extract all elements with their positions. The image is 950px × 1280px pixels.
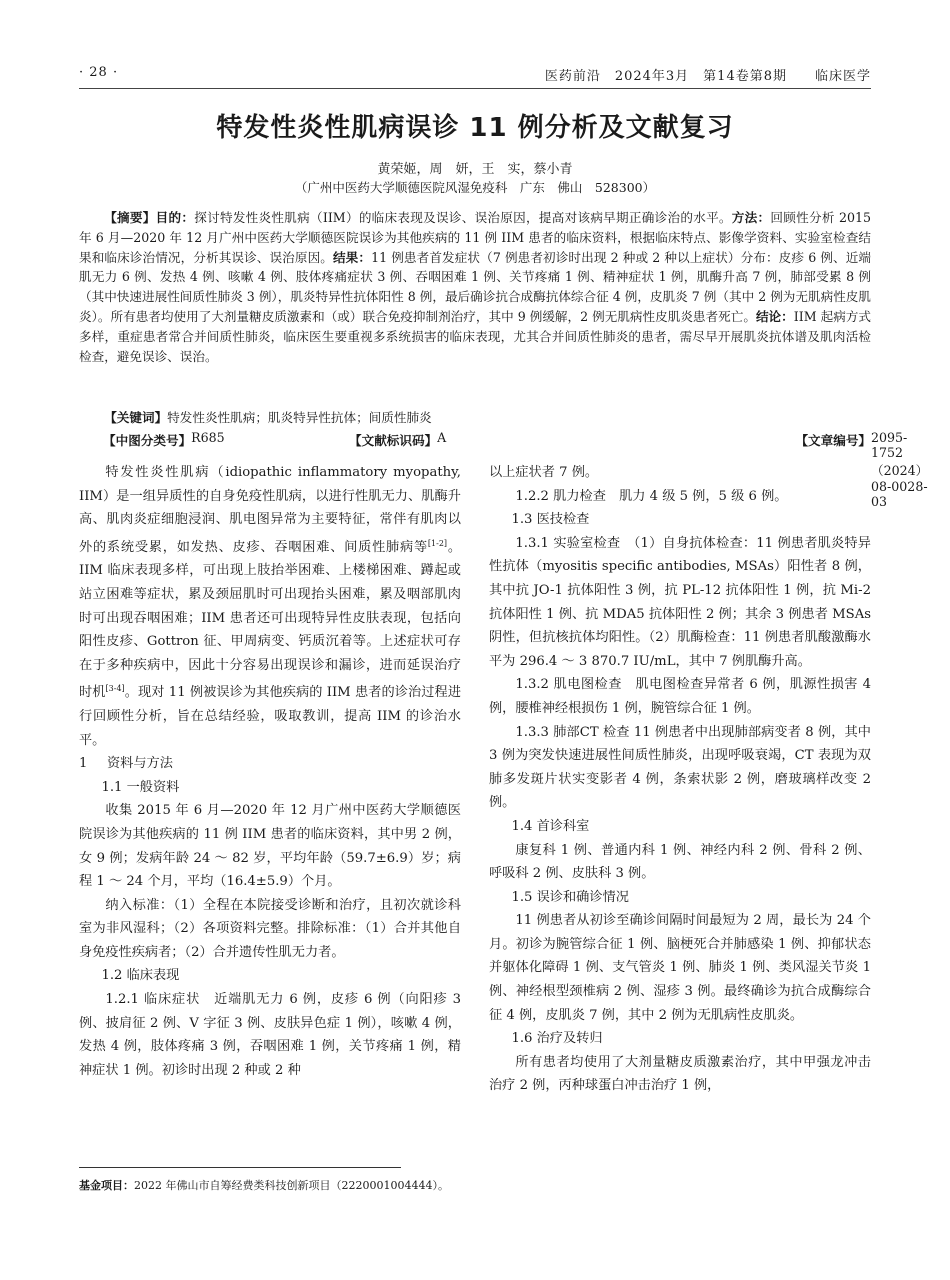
clc-code: [103, 430, 225, 449]
page-number: · 28 ·: [79, 65, 119, 80]
lung-ct-paragraph: 1.3.3 肺部CT 检查 11 例患者中出现肺部病变者 8 例，其中 3 例为突发快速进展性间质性肺炎，出现呼吸衰竭，CT 表现为双肺多发斑片状实变影者 4 例，条索状影 2 例，磨玻璃样改变 2 例。: [489, 724, 871, 811]
affiliation: （广州中医药大学顺德医院风湿免疫科 广东 佛山 528300）: [294, 180, 656, 195]
keywords: [79, 407, 871, 426]
section-1-number: 1: [79, 756, 88, 772]
treatment-paragraph: 所有患者均使用了大剂量糖皮质激素治疗，其中甲强龙冲击治疗 2 例，丙种球蛋白冲击治疗 1 例，: [489, 1054, 871, 1094]
doc-value: A: [437, 430, 447, 445]
intro-text-2: 。IIM 临床表现多样，可出现上肢抬举困难、上楼梯困难、蹲起或站立困难等症状，累及颈屈肌时可出现抬头困难，累及咽部肌肉时可出现吞咽困难；IIM 患者还可出现特异性皮肤表现，包括向阳性皮疹、Gottron 征、甲周病变、钙质沉着等。上述症状可存在于多种疾病中，因此十分容易出现误诊和漏诊，进而延误治疗时机: [79, 539, 462, 701]
left-column: [79, 461, 461, 1082]
clc-value: R685: [191, 430, 225, 445]
article-number-value: 2095-1752（2024）08-0028-03: [871, 430, 929, 509]
keywords-label: 【关键词】: [104, 410, 168, 425]
intro-text-1: 特发性炎性肌病（idiopathic inflammatory myopathy, IIM）是一组异质性的自身免疫性肌病，以进行性肌无力、肌酶升高、肌肉炎症细胞浸润、肌电图异常为主要特征，常伴有肌肉以外的系统受累，如发热、皮疹、吞咽困难、间质性肺病等: [79, 465, 461, 555]
abstract-conclusion: IIM 起病方式多样，重症患者常合并间质性肺炎，临床医生要重视多系统损害的临床表现，尤其合并间质性肺炎的患者，需尽早开展肌炎抗体谱及肌肉活检检查，避免误诊、误治。: [79, 308, 871, 364]
muscle-strength-paragraph: 1.2.2 肌力检查 肌力 4 级 5 例，5 级 6 例。: [515, 488, 788, 504]
clc-label: 【中图分类号】: [103, 433, 192, 448]
funding-footnote: [79, 1177, 479, 1193]
section-1-2-heading: 1.2 临床表现: [101, 968, 180, 984]
emg-paragraph: 1.3.2 肌电图检查 肌电图检查异常者 6 例，肌源性损害 4 例，腰椎神经根损伤 1 例，腕管综合征 1 例。: [489, 677, 871, 716]
abstract-objective: 探讨特发性炎性肌病（IIM）的临床表现及误诊、误治原因，提高对该病早期正确诊治的水平。: [194, 210, 732, 225]
abstract-results: 11 例患者首发症状（7 例患者初诊时出现 2 种或 2 种以上症状）分布：皮疹 6 例、近端肌无力 6 例、发热 4 例、咳嗽 4 例、肢体疼痛症状 3 例、吞咽困难 1 例、关节疼痛 1 例、精神症状 1 例，肌酶升高 7 例，肺部受累 8 例（其中快速进展性间质性肺炎 3 例），肌炎特异性抗体阳性 8 例，最后确诊抗合成酶抗体综合征 4 例，皮肌炎 7 例（其中 2 例为无肌病性皮肌炎）。所有患者均使用了大剂量糖皮质激素和（或）联合免疫抑制剂治疗，其中 9 例缓解，2 例无肌病性皮肌炎患者死亡。: [79, 249, 872, 324]
section-1-4-heading: 1.4 首诊科室: [511, 818, 590, 834]
section-1-heading: [79, 752, 461, 776]
first-department-paragraph: 康复科 1 例、普通内科 1 例、神经内科 2 例、骨科 2 例、呼吸科 2 例、皮肤科 3 例。: [489, 842, 871, 882]
header-rule: [79, 88, 871, 89]
footnote-rule: [79, 1167, 401, 1168]
section-1-1-heading: 1.1 一般资料: [101, 779, 180, 795]
funding-text: 2022 年佛山市自筹经费类科技创新项目（2220001004444）。: [134, 1179, 449, 1192]
abstract: [79, 208, 871, 366]
lab-test-paragraph: 1.3.1 实验室检查 （1）自身抗体检查：11 例患者肌炎特异性抗体（myositis specific antibodies, MSAs）阳性者 8 例，其中抗 JO-1 抗体阳性 3 例，抗 PL-12 抗体阳性 1 例，抗 Mi-2 抗体阳性 1 例、抗 MDA5 抗体阳性 2 例；其余 3 例患者 MSAs 阴性，但抗核抗体均阳性。（2）肌酶检查：11 例患者肌酸激酶水平为 296.4 ～ 3 870.7 IU/mL，其中 7 例肌酶升高。: [489, 535, 871, 669]
intro-paragraph: [79, 461, 461, 752]
section-1-3-heading: 1.3 医技检查: [511, 512, 590, 528]
symptoms-paragraph: 1.2.1 临床症状 近端肌无力 6 例，皮疹 6 例（向阳疹 3 例、披肩征 2 例、V 字征 3 例、皮肤异色症 1 例），咳嗽 4 例，发热 4 例，肢体疼痛 3 例，吞咽困难 1 例，关节疼痛 1 例，精神症状 1 例。初诊时出现 2 种或 2 种: [79, 992, 461, 1078]
journal-info: 医药前沿 2024年3月 第14卷第8期 临床医学: [544, 69, 871, 84]
abstract-objective-label: 目的：: [155, 210, 195, 225]
section-1-5-heading: 1.5 误诊和确诊情况: [511, 889, 629, 905]
document-code: [349, 430, 447, 449]
abstract-methods: 回顾性分析 2015 年 6 月—2020 年 12 月广州中医药大学顺德医院误诊为其他疾病的 11 例 IIM 患者的临床资料，根据临床特点、影像学资料、实验室检查结果和临床诊治情况，分析其误诊、误治原因。: [79, 210, 872, 265]
abstract-methods-label: 方法：: [731, 210, 771, 225]
general-data-paragraph: 收集 2015 年 6 月—2020 年 12 月广州中医药大学顺德医院误诊为其他疾病的 11 例 IIM 患者的临床资料，其中男 2 例，女 9 例；发病年龄 24 ～ 82 岁，平均年龄（59.7±6.9）岁；病程 1 ～ 24 个月，平均（16.4±5.9）个月。: [79, 803, 461, 890]
right-column: [489, 461, 871, 1098]
funding-label: 基金项目：: [79, 1179, 134, 1192]
article-number-label: 【文章编号】: [795, 433, 871, 448]
intro-text-3: 。现对 11 例被误诊为其他疾病的 IIM 患者的诊治过程进行回顾性分析，旨在总结经验，吸取教训，提高 IIM 的诊治水平。: [79, 685, 462, 748]
section-1-6-heading: 1.6 治疗及转归: [511, 1031, 603, 1047]
running-header: [79, 63, 871, 85]
section-1-title: 资料与方法: [107, 756, 173, 772]
misdiagnosis-paragraph: 11 例患者从初诊至确诊间隔时间最短为 2 周，最长为 24 个月。初诊为腕管综合征 1 例、脑梗死合并肺感染 1 例、抑郁状态并躯体化障碍 1 例、支气管炎 1 例、肺炎 1 例、类风湿关节炎 1 例、神经根型颈椎病 2 例、湿疹 3 例。最终确诊为抗合成酶综合征 4 例，皮肌炎 7 例，其中 2 例为无肌病性皮肌炎。: [489, 913, 871, 1023]
citation-3-4[interactable]: [3-4]: [105, 684, 125, 694]
article-title: 特发性炎性肌病误诊 11 例分析及文献复习: [216, 113, 734, 143]
abstract-conclusion-label: 结论：: [755, 308, 794, 324]
continued-paragraph: 以上症状者 7 例。: [489, 465, 599, 480]
citation-1-2[interactable]: [1-2]: [427, 538, 448, 548]
keywords-text: 特发性炎性肌病；肌炎特异性抗体；间质性肺炎: [167, 410, 432, 425]
criteria-paragraph: 纳入标准：（1）全程在本院接受诊断和治疗，且初次就诊科室为非风湿科；（2）各项资料完整。排除标准：（1）合并其他自身免疫性疾病者；（2）合并遗传性肌无力者。: [79, 897, 461, 960]
abstract-label: 【摘要】: [104, 210, 156, 225]
doc-label: 【文献标识码】: [349, 433, 438, 448]
abstract-results-label: 结果：: [332, 249, 372, 265]
article-number: [795, 430, 929, 509]
authors: 黄荣姬，周 妍，王 实，蔡小青: [377, 162, 573, 177]
